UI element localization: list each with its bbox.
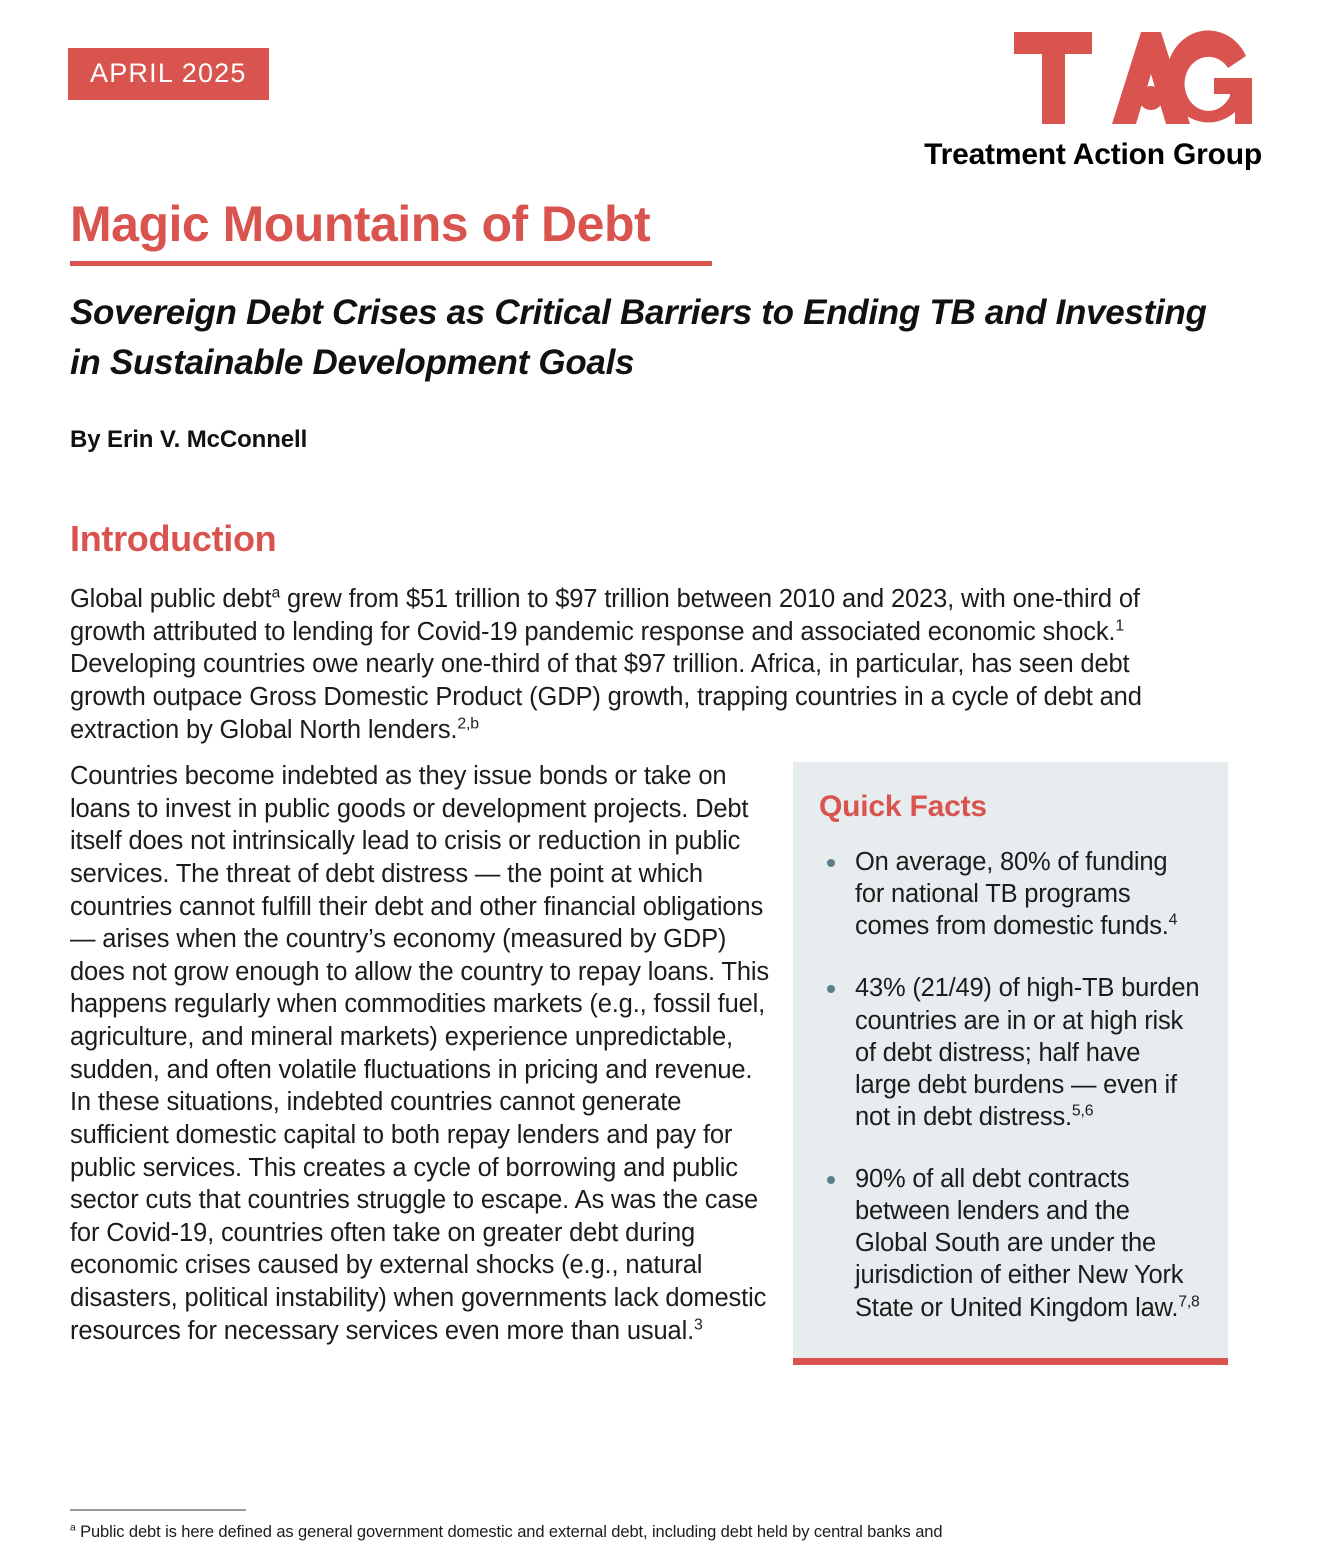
footnote-marker-a: a (70, 1522, 76, 1534)
title-underline-rule (70, 261, 712, 266)
tag-logo-icon (1014, 26, 1254, 136)
footnote-ref: 4 (1168, 911, 1178, 929)
intro-paragraph (70, 583, 1210, 746)
quick-facts-list (819, 846, 1202, 1324)
byline: By Erin V. McConnell (70, 426, 308, 453)
list-item-text: 90% of all debt contracts between lenders and the Global South are under the jurisdiction of either New York State or United Kingdom law. (855, 1165, 1184, 1322)
list-item (819, 1163, 1202, 1324)
footnote-ref-1: 1 (1115, 617, 1125, 635)
date-badge: APRIL 2025 (68, 48, 269, 100)
tag-logo-wordmark: Treatment Action Group (924, 138, 1262, 171)
footnote-ref-a: a (271, 584, 281, 602)
intro-text-3: Developing countries owe nearly one-third of that $97 trillion. Africa, in particular, has seen debt growth outpace Gross Domestic Product (GDP) growth, trapping countries in a cycle of debt and extraction by Global North lenders. (70, 650, 1142, 744)
list-item-text: On average, 80% of funding for national TB programs comes from domestic funds. (855, 848, 1169, 941)
body-text: Countries become indebted as they issue bonds or take on loans to invest in public goods or development projects. Debt itself does not intrinsically lead to crisis or reduction in public services. The threat of debt distress — the point at which countries cannot fulfill their debt and other financial obligations — arises when the country’s economy (measured by GDP) does not grow enough to allow the country to repay loans. This happens regularly when commodities markets (e.g., fossil fuel, agriculture, and mineral markets) experience unpredictable, sudden, and often volatile fluctuations in pricing and revenue. In these situations, indebted countries cannot generate sufficient domestic capital to both repay lenders and pay for public services. This creates a cycle of borrowing and public sector cuts that countries struggle to escape. As was the case for Covid-19, countries often take on greater debt during economic crises caused by external shocks (e.g., natural disasters, political instability) when governments lack domestic resources for necessary services even more than usual. (70, 762, 769, 1345)
footnote-ref-3: 3 (694, 1316, 703, 1334)
quick-facts-box (793, 762, 1228, 1365)
body-paragraph (70, 760, 776, 1347)
quick-facts-heading: Quick Facts (819, 790, 987, 823)
footnote-text: Public debt is here defined as general government domestic and external debt, including debt held by central banks and (75, 1523, 943, 1541)
page-title: Magic Mountains of Debt (70, 196, 651, 252)
list-item (819, 972, 1202, 1133)
footnote (70, 1521, 1220, 1543)
bullet-dot-icon (827, 1176, 835, 1184)
section-heading-introduction: Introduction (70, 518, 277, 559)
footnote-separator (70, 1509, 246, 1511)
footnote-ref: 5,6 (1071, 1102, 1094, 1120)
list-item-text: 43% (21/49) of high-TB burden countries are in or at high risk of debt distress; half have large debt burdens — even if not in debt distress. (855, 974, 1200, 1131)
page-subtitle: Sovereign Debt Crises as Critical Barriers to Ending TB and Investing in Sustainable Development Goals (70, 293, 1207, 382)
tag-logo (842, 26, 1262, 172)
bullet-dot-icon (827, 985, 835, 993)
list-item (819, 846, 1202, 942)
intro-text-2: grew from $51 trillion to $97 trillion between 2010 and 2023, with one-third of growth attributed to lending for Covid-19 pandemic response and associated economic shock. (70, 585, 1140, 646)
footnote-ref-2b: 2,b (457, 715, 479, 732)
footnote-ref: 7,8 (1178, 1293, 1200, 1310)
bullet-dot-icon (827, 859, 835, 867)
intro-text-1: Global public debt (70, 585, 272, 613)
